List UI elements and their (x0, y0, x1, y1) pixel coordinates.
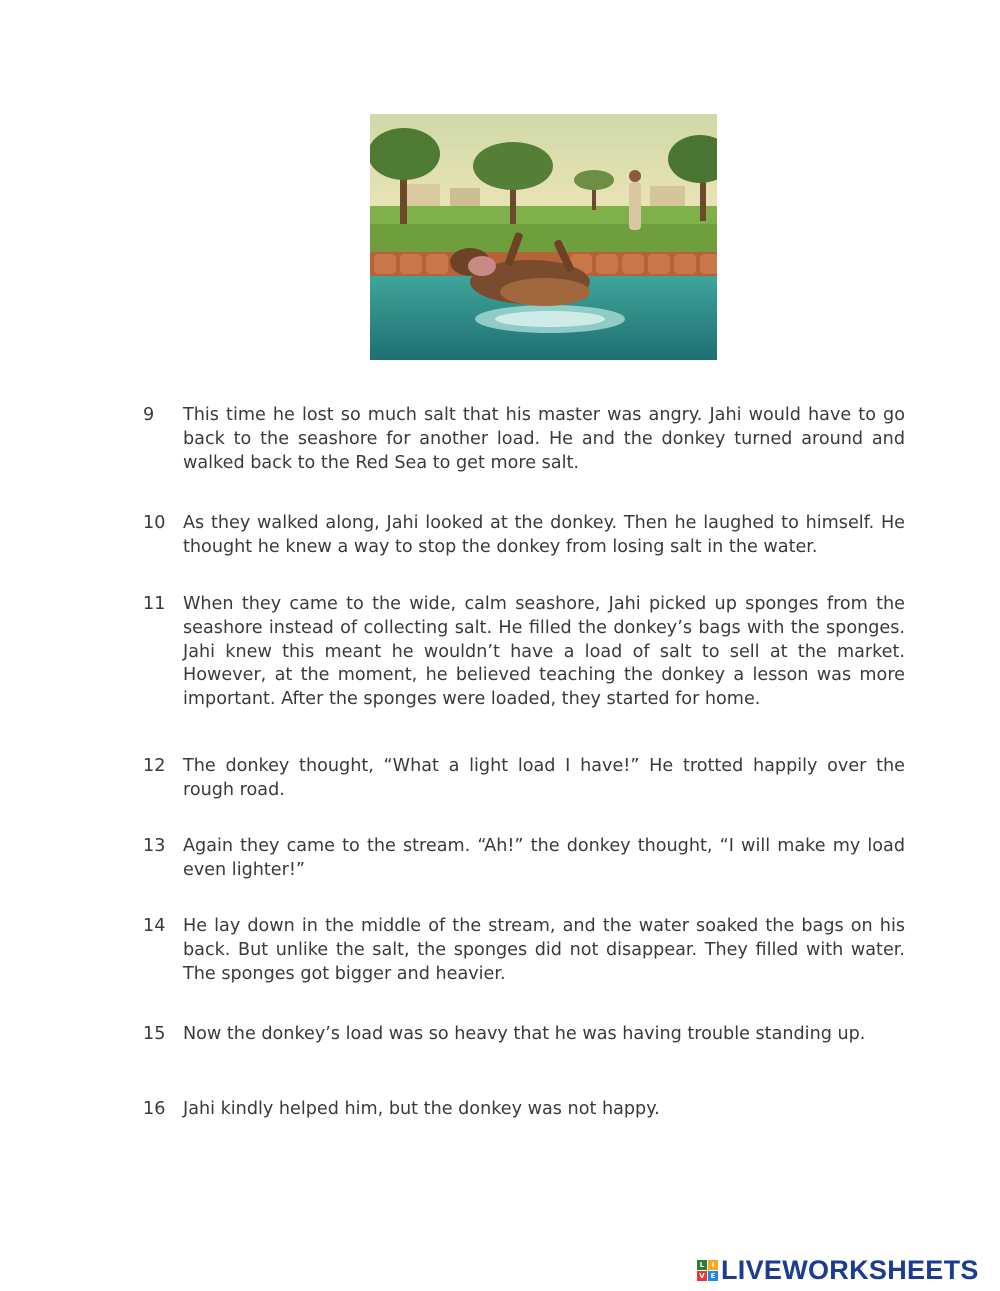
paragraph-text: Again they came to the stream. “Ah!” the donkey thought, “I will make my load even lighter!” (183, 836, 905, 880)
paragraph-13 (143, 835, 905, 883)
paragraph-10 (143, 512, 905, 560)
paragraph-number: 16 (143, 1099, 166, 1119)
logo-tile: L (697, 1260, 707, 1270)
paragraph-16 (143, 1098, 905, 1122)
paragraph-text: When they came to the wide, calm seashore, Jahi picked up sponges from the seashore instead of collecting salt. He filled the donkey’s bags with the sponges. Jahi knew this meant he wouldn’t have a load of salt to sell at the market. However, at the moment, he believed teaching the donkey a lesson was more important. After the sponges were loaded, they started for home. (183, 594, 905, 710)
logo-tile: E (708, 1271, 718, 1281)
liveworksheets-logo (697, 1254, 979, 1286)
logo-tile: I (708, 1260, 718, 1270)
paragraph-text: As they walked along, Jahi looked at the donkey. Then he laughed to himself. He thought he knew a way to stop the donkey from losing salt in the water. (183, 513, 905, 557)
paragraph-15 (143, 1023, 905, 1047)
paragraph-number: 15 (143, 1024, 166, 1044)
logo-mark-icon (697, 1260, 718, 1281)
paragraph-number: 12 (143, 756, 166, 776)
paragraph-number: 11 (143, 594, 166, 614)
story-illustration (370, 114, 717, 360)
paragraph-text: Now the donkey’s load was so heavy that he was having trouble standing up. (183, 1024, 866, 1044)
paragraph-number: 13 (143, 836, 166, 856)
paragraph-9 (143, 404, 905, 475)
paragraph-text: Jahi kindly helped him, but the donkey was not happy. (183, 1099, 660, 1119)
paragraph-number: 9 (143, 405, 155, 425)
paragraph-12 (143, 755, 905, 803)
paragraph-14 (143, 915, 905, 986)
paragraph-text: The donkey thought, “What a light load I have!” He trotted happily over the rough road. (183, 756, 905, 800)
donkey-stream-picture (370, 114, 717, 360)
paragraph-number: 14 (143, 916, 166, 936)
logo-wordmark: LIVEWORKSHEETS (721, 1254, 979, 1285)
paragraph-text: This time he lost so much salt that his master was angry. Jahi would have to go back to the seashore for another load. He and the donkey turned around and walked back to the Red Sea to get more salt. (183, 405, 905, 473)
paragraph-11 (143, 593, 905, 712)
paragraph-number: 10 (143, 513, 166, 533)
logo-tile: V (697, 1271, 707, 1281)
paragraph-text: He lay down in the middle of the stream, and the water soaked the bags on his back. But unlike the salt, the sponges did not disappear. They filled with water. The sponges got bigger and heavier. (183, 916, 905, 984)
